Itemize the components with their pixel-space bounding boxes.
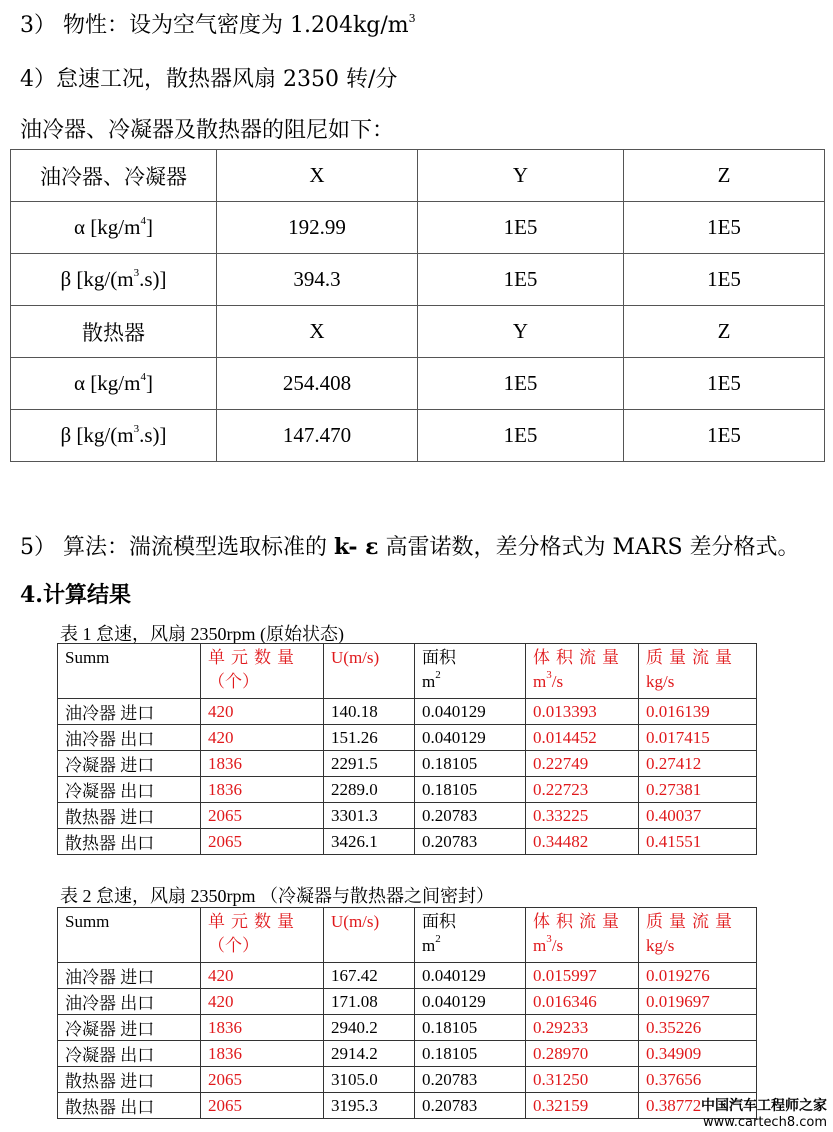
damping-row [11, 150, 825, 202]
header-mass-flow [639, 644, 757, 699]
mass-flow-cell: 0.019276 [639, 963, 757, 989]
header-row [58, 908, 757, 963]
table-row [58, 1041, 757, 1067]
area-cell: 0.20783 [415, 803, 526, 829]
header-cell-count [201, 908, 324, 963]
damping-label-cell [11, 254, 217, 306]
velocity-cell: 2940.2 [324, 1015, 415, 1041]
damping-label-text: α [kg/m [74, 215, 141, 239]
velocity-cell: 3105.0 [324, 1067, 415, 1093]
damping-value-cell: 192.99 [217, 202, 418, 254]
location-cell: 散热器 出口 [58, 829, 201, 855]
cell-count-cell: 420 [201, 725, 324, 751]
damping-label-cell [11, 358, 217, 410]
velocity-cell: 2289.0 [324, 777, 415, 803]
header-volume-flow [526, 908, 639, 963]
table-row [58, 751, 757, 777]
header-text: 面积 [422, 648, 456, 667]
velocity-cell: 2291.5 [324, 751, 415, 777]
location-cell: 散热器 出口 [58, 1093, 201, 1119]
velocity-cell: 171.08 [324, 989, 415, 1015]
idle-condition-line: 4）怠速工况，散热器风扇 2350 转/分 [20, 67, 398, 92]
volume-flow-cell: 0.34482 [526, 829, 639, 855]
damping-value-cell: X [217, 306, 418, 358]
velocity-cell: 3195.3 [324, 1093, 415, 1119]
watermark-title: 中国汽车工程师之家 [701, 1098, 827, 1114]
header-area [415, 644, 526, 699]
damping-value-cell: 394.3 [217, 254, 418, 306]
damping-value-cell: 1E5 [624, 410, 825, 462]
header-text: 质量流量 [646, 912, 738, 931]
cell-count-cell: 420 [201, 963, 324, 989]
velocity-cell: 140.18 [324, 699, 415, 725]
location-cell: 油冷器 进口 [58, 963, 201, 989]
volume-flow-cell: 0.016346 [526, 989, 639, 1015]
damping-label-sup: 3 [133, 267, 140, 279]
location-cell: 散热器 进口 [58, 803, 201, 829]
velocity-cell: 3426.1 [324, 829, 415, 855]
cell-count-cell: 1836 [201, 1015, 324, 1041]
mass-flow-cell: 0.34909 [639, 1041, 757, 1067]
mass-flow-cell: 0.38772 [639, 1093, 757, 1119]
mass-flow-cell: 0.35226 [639, 1015, 757, 1041]
damping-label-cell: 油冷器、冷凝器 [11, 150, 217, 202]
cell-count-cell: 2065 [201, 1093, 324, 1119]
area-cell: 0.040129 [415, 963, 526, 989]
header-text: m [422, 672, 436, 691]
header-text: m [533, 672, 547, 691]
results-heading: 4.计算结果 [20, 582, 131, 608]
cell-count-cell: 2065 [201, 829, 324, 855]
damping-label-text: .s)] [139, 267, 167, 291]
volume-flow-cell: 0.22749 [526, 751, 639, 777]
header-text: 单元数量 [208, 912, 300, 931]
mass-flow-cell: 0.019697 [639, 989, 757, 1015]
damping-row [11, 202, 825, 254]
header-sup: 3 [546, 669, 552, 682]
area-cell: 0.20783 [415, 1067, 526, 1093]
damping-row [11, 410, 825, 462]
table-row [58, 725, 757, 751]
damping-value-cell: 1E5 [624, 358, 825, 410]
area-cell: 0.18105 [415, 1041, 526, 1067]
damping-label-sup: 3 [133, 423, 140, 435]
mass-flow-cell: 0.37656 [639, 1067, 757, 1093]
mass-flow-cell: 0.41551 [639, 829, 757, 855]
watermark-url: www.cartech8.com [703, 1115, 827, 1130]
header-summ: Summ [58, 644, 201, 699]
location-cell: 散热器 进口 [58, 1067, 201, 1093]
damping-value-cell: 1E5 [624, 202, 825, 254]
area-cell: 0.20783 [415, 1093, 526, 1119]
header-velocity: U(m/s) [324, 644, 415, 699]
area-cell: 0.18105 [415, 1015, 526, 1041]
algorithm-line: 5） 算法：湍流模型选取标准的 k- ε 高雷诺数，差分格式为 MARS 差分格式。 [20, 534, 800, 560]
location-cell: 油冷器 进口 [58, 699, 201, 725]
damping-label-text: β [kg/(m [60, 267, 134, 291]
results-table-1 [57, 643, 757, 855]
damping-value-cell: 1E5 [418, 254, 624, 306]
header-text: /s [551, 936, 564, 955]
mass-flow-cell: 0.016139 [639, 699, 757, 725]
area-cell: 0.040129 [415, 725, 526, 751]
header-text: m [422, 936, 436, 955]
table-row [58, 699, 757, 725]
area-cell: 0.18105 [415, 751, 526, 777]
damping-label-sup: 4 [140, 371, 146, 383]
table1-caption: 表 1 怠速，风扇 2350rpm (原始状态) [60, 624, 344, 644]
velocity-cell: 2914.2 [324, 1041, 415, 1067]
area-cell: 0.20783 [415, 829, 526, 855]
damping-value-cell: Z [624, 306, 825, 358]
header-text: （个） [208, 936, 259, 955]
header-summ: Summ [58, 908, 201, 963]
damping-value-cell: Y [418, 306, 624, 358]
location-cell: 冷凝器 出口 [58, 1041, 201, 1067]
cell-count-cell: 2065 [201, 803, 324, 829]
damping-label-sup: 4 [140, 215, 146, 227]
cell-count-cell: 420 [201, 989, 324, 1015]
damping-value-cell: X [217, 150, 418, 202]
header-text: kg/s [646, 672, 675, 691]
table-row [58, 963, 757, 989]
table2-caption: 表 2 怠速，风扇 2350rpm （冷凝器与散热器之间密封） [60, 886, 494, 906]
damping-label-cell [11, 410, 217, 462]
damping-value-cell: 1E5 [418, 410, 624, 462]
header-text: 体积流量 [533, 912, 625, 931]
mass-flow-cell: 0.27381 [639, 777, 757, 803]
header-row [58, 644, 757, 699]
damping-value-cell: 147.470 [217, 410, 418, 462]
table-row [58, 1067, 757, 1093]
header-velocity: U(m/s) [324, 908, 415, 963]
header-cell-count [201, 644, 324, 699]
velocity-cell: 3301.3 [324, 803, 415, 829]
header-text: kg/s [646, 936, 675, 955]
cell-count-cell: 1836 [201, 1041, 324, 1067]
table-row [58, 803, 757, 829]
area-cell: 0.18105 [415, 777, 526, 803]
area-cell: 0.040129 [415, 699, 526, 725]
damping-label-text: ] [145, 215, 153, 239]
volume-flow-cell: 0.22723 [526, 777, 639, 803]
volume-flow-cell: 0.013393 [526, 699, 639, 725]
damping-value-cell: 1E5 [418, 358, 624, 410]
damping-label-cell [11, 202, 217, 254]
header-text: /s [551, 672, 564, 691]
location-cell: 冷凝器 进口 [58, 1015, 201, 1041]
damping-value-cell: 1E5 [624, 254, 825, 306]
cell-count-cell: 2065 [201, 1067, 324, 1093]
table-row [58, 989, 757, 1015]
area-cell: 0.040129 [415, 989, 526, 1015]
header-sup: 2 [435, 669, 441, 682]
volume-flow-cell: 0.014452 [526, 725, 639, 751]
watermark [701, 1095, 827, 1130]
header-text: 体积流量 [533, 648, 625, 667]
location-cell: 油冷器 出口 [58, 989, 201, 1015]
damping-label-cell: 散热器 [11, 306, 217, 358]
property-line: 3） 物性：设为空气密度为 $1.204kg/m^3$ [20, 11, 416, 38]
table-row [58, 1015, 757, 1041]
cell-count-cell: 1836 [201, 777, 324, 803]
header-mass-flow [639, 908, 757, 963]
mass-flow-cell: 0.40037 [639, 803, 757, 829]
header-sup: 3 [546, 933, 552, 946]
damping-label-text: ] [145, 371, 153, 395]
table-row [58, 1093, 757, 1119]
velocity-cell: 151.26 [324, 725, 415, 751]
damping-label-text: α [kg/m [74, 371, 141, 395]
damping-value-cell: Z [624, 150, 825, 202]
damping-table [10, 149, 825, 462]
location-cell: 冷凝器 进口 [58, 751, 201, 777]
header-volume-flow [526, 644, 639, 699]
results-table-2 [57, 907, 757, 1119]
volume-flow-cell: 0.31250 [526, 1067, 639, 1093]
location-cell: 冷凝器 出口 [58, 777, 201, 803]
volume-flow-cell: 0.32159 [526, 1093, 639, 1119]
damping-label-text: .s)] [139, 423, 167, 447]
damping-label-text: β [kg/(m [60, 423, 134, 447]
mass-flow-cell: 0.27412 [639, 751, 757, 777]
damping-intro-line: 油冷器、冷凝器及散热器的阻尼如下： [20, 118, 395, 143]
header-text: m [533, 936, 547, 955]
damping-row [11, 358, 825, 410]
damping-row [11, 306, 825, 358]
header-text: 面积 [422, 912, 456, 931]
damping-value-cell: Y [418, 150, 624, 202]
cell-count-cell: 1836 [201, 751, 324, 777]
location-cell: 油冷器 出口 [58, 725, 201, 751]
damping-value-cell: 1E5 [418, 202, 624, 254]
header-text: 单元数量 [208, 648, 300, 667]
volume-flow-cell: 0.015997 [526, 963, 639, 989]
cell-count-cell: 420 [201, 699, 324, 725]
velocity-cell: 167.42 [324, 963, 415, 989]
header-area [415, 908, 526, 963]
volume-flow-cell: 0.29233 [526, 1015, 639, 1041]
table-row [58, 777, 757, 803]
volume-flow-cell: 0.33225 [526, 803, 639, 829]
header-text: 质量流量 [646, 648, 738, 667]
header-text: （个） [208, 672, 259, 691]
table-row [58, 829, 757, 855]
volume-flow-cell: 0.28970 [526, 1041, 639, 1067]
header-sup: 2 [435, 933, 441, 946]
mass-flow-cell: 0.017415 [639, 725, 757, 751]
damping-value-cell: 254.408 [217, 358, 418, 410]
damping-row [11, 254, 825, 306]
